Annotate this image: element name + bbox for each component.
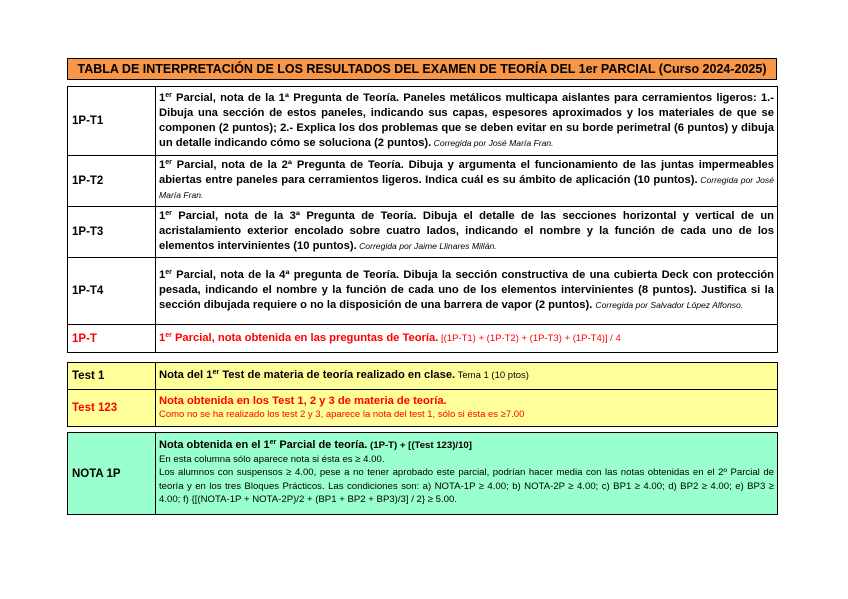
row-code: Test 123 <box>68 390 156 427</box>
row-description: 1er Parcial, nota de la 1ª Pregunta de Teoría. Paneles metálicos multicapa aislantes para cerramientos ligeros: 1.- Dibuja una sección de estos paneles, indicando sus capas, espesores aproximados y los materiales de que se componen (2 puntos); 2.- Explica los dos problemas que se deben evitar en su borde perimetral (6 puntos) y dibuja un detalle indicando cómo se soluciona (2 puntos). Corregida por José María Fran. <box>156 87 778 156</box>
table-row <box>68 258 778 325</box>
row-description: Nota obtenida en el 1er Parcial de teoría. (1P-T) + [(Test 123)/10] En esta columna sólo aparece nota si ésta es ≥ 4.00. Los alumnos con suspensos ≥ 4.00, pese a no tener aprobado este parcial, podrían hacer media con las notas obtenidas en el 2º Parcial de teoría y en los tres Bloques Prácticos. Las condiciones son: a) NOTA-1P ≥ 4.00; b) NOTA-2P ≥ 4.00; c) BP1 ≥ 4.00; d) BP2 ≥ 4.00; e) BP3 ≥ 4.00; f) {[(NOTA-1P + NOTA-2P)/2 + (BP1 + BP2 + BP3)/3] / 2} ≥ 5.00. <box>156 433 778 515</box>
row-description: Nota obtenida en los Test 1, 2 y 3 de materia de teoría. Como no se ha realizado los test 2 y 3, aparece la nota del test 1, sólo si ésta es ≥7.00 <box>156 390 778 427</box>
row-code: 1P-T <box>68 325 156 353</box>
table-row <box>68 156 778 207</box>
final-grade-table <box>67 432 778 515</box>
questions-table <box>67 86 778 353</box>
row-code: Test 1 <box>68 363 156 390</box>
table-row <box>68 207 778 258</box>
tests-table <box>67 362 778 427</box>
row-description: Nota del 1er Test de materia de teoría realizado en clase. Tema 1 (10 ptos) <box>156 363 778 390</box>
table-row <box>68 87 778 156</box>
row-code: 1P-T2 <box>68 156 156 207</box>
row-description: 1er Parcial, nota obtenida en las preguntas de Teoría. [(1P-T1) + (1P-T2) + (1P-T3) + (1P-T4)] / 4 <box>156 325 778 353</box>
row-code: 1P-T4 <box>68 258 156 325</box>
table-row <box>68 325 778 353</box>
row-description: 1er Parcial, nota de la 2ª Pregunta de Teoría. Dibuja y argumenta el funcionamiento de las juntas impermeables abiertas entre paneles para cerramientos ligeros. Indica cuál es su ámbito de aplicación (10 puntos). Corregida por José María Fran. <box>156 156 778 207</box>
table-row <box>68 433 778 515</box>
total-formula: [(1P-T1) + (1P-T2) + (1P-T3) + (1P-T4)] / 4 <box>438 332 621 344</box>
table-row <box>68 390 778 427</box>
table-title: TABLA DE INTERPRETACIÓN DE LOS RESULTADOS DEL EXAMEN DE TEORÍA DEL 1er PARCIAL (Curso 2024-2025) <box>67 58 777 80</box>
corrector-note: Corregida por José María Fran. <box>159 175 774 200</box>
row-code: 1P-T3 <box>68 207 156 258</box>
row-code: 1P-T1 <box>68 87 156 156</box>
table-row <box>68 363 778 390</box>
corrector-note: Corregida por Jaime Llinares Millán. <box>356 241 497 251</box>
row-code: NOTA 1P <box>68 433 156 515</box>
row-description: 1er Parcial, nota de la 4ª pregunta de Teoría. Dibuja la sección constructiva de una cubierta Deck con protección pesada, indicando el nombre y la función de cada uno de los elementos intervinientes (8 puntos). Justifica si la sección dibujada requiere o no la disposición de una barrera de vapor (2 puntos). Corregida por Salvador López Alfonso. <box>156 258 778 325</box>
corrector-note: Corregida por José María Fran. <box>431 137 554 148</box>
corrector-note: Corregida por Salvador López Alfonso. <box>595 300 744 310</box>
row-description: 1er Parcial, nota de la 3ª Pregunta de Teoría. Dibuja el detalle de las secciones horizontal y vertical de un acristalamiento exterior encolado sobre cuatro lados, indicando el nombre y la función de cada uno de los elementos intervinientes (10 puntos). Corregida por Jaime Llinares Millán. <box>156 207 778 258</box>
